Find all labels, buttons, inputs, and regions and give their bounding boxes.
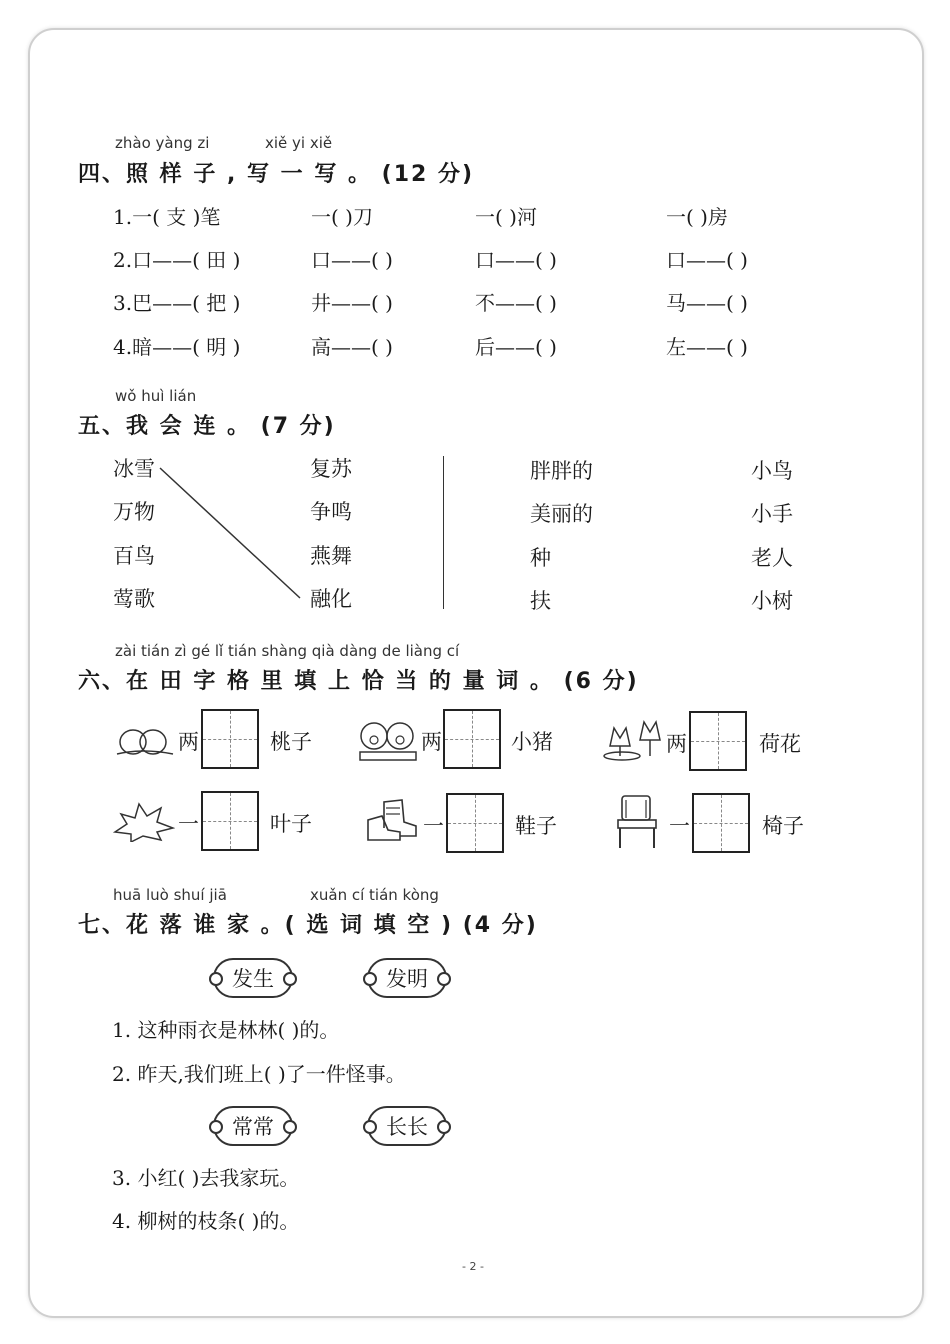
section6-score: (6 分): [563, 669, 639, 694]
s6-item5-noun: 鞋子: [515, 814, 557, 838]
section5-title-text: 五、我 会 连 。: [78, 414, 251, 439]
s6-item4-prefix: 一: [178, 812, 199, 836]
s5-col4-item[interactable]: 小鸟: [751, 459, 793, 483]
s4-row4-col3: 后——( ): [475, 335, 557, 359]
s6-item5-prefix: 一: [423, 814, 444, 838]
pig-icon: [356, 714, 420, 764]
section7-pinyin-a: huā luò shuí jiā: [113, 886, 227, 904]
section7-score: (4 分): [462, 913, 538, 938]
s4-row1-col3: 一( )河: [475, 205, 537, 229]
section6-title: [78, 664, 639, 695]
section4-score: (12 分): [381, 162, 475, 187]
s6-item3-noun: 荷花: [759, 732, 801, 756]
s5-col4-item[interactable]: 老人: [751, 546, 793, 570]
peach-icon: [113, 722, 177, 758]
word-cloud[interactable]: 发明: [367, 958, 447, 998]
s4-row2-col1: 2.口——( 田 ): [113, 248, 241, 272]
section5-title: [78, 409, 336, 440]
s6-item2-noun: 小猪: [511, 730, 553, 754]
section7-title: [78, 908, 538, 939]
s6-item4-noun: 叶子: [270, 812, 312, 836]
s4-row2-col4: 口——( ): [666, 248, 748, 272]
s4-row3-col4: 马——( ): [666, 291, 748, 315]
section7-title-text: 七、花 落 谁 家 。( 选 词 填 空 ): [78, 913, 454, 938]
s5-col3-item[interactable]: 胖胖的: [530, 459, 593, 483]
s4-row1-col1: 1.一( 支 )笔: [113, 205, 221, 229]
s5-col2-item[interactable]: 燕舞: [310, 544, 352, 568]
s6-item2-prefix: 两: [421, 730, 442, 754]
section6-pinyin: zài tián zì gé lǐ tián shàng qià dàng de liàng cí: [115, 642, 460, 660]
s6-item2-grid[interactable]: [443, 709, 501, 769]
s5-col1-item[interactable]: 莺歌: [113, 587, 155, 611]
section4-pinyin-b: xiě yi xiě: [265, 134, 333, 152]
s4-row4-col1: 4.暗——( 明 ): [113, 335, 241, 359]
section7-pinyin-b: xuǎn cí tián kòng: [310, 886, 439, 904]
section5-pinyin: wǒ huì lián: [115, 387, 197, 405]
s6-item6-noun: 椅子: [762, 814, 804, 838]
shoe-icon: [360, 796, 420, 848]
s4-row1-col4: 一( )房: [666, 205, 728, 229]
section4-title: [78, 157, 474, 188]
example-connect-line: [150, 460, 310, 605]
s6-item1-noun: 桃子: [270, 730, 312, 754]
s6-item5-grid[interactable]: [446, 793, 504, 853]
s6-item3-prefix: 两: [666, 732, 687, 756]
s5-col4-item[interactable]: 小手: [751, 502, 793, 526]
s5-col4-item[interactable]: 小树: [751, 589, 793, 613]
s5-col2-item[interactable]: 融化: [310, 587, 352, 611]
s6-item1-grid[interactable]: [201, 709, 259, 769]
s4-row3-col2: 井——( ): [311, 291, 393, 315]
s4-row3-col1: 3.巴——( 把 ): [113, 291, 241, 315]
s5-col1-item[interactable]: 冰雪: [113, 457, 155, 481]
s5-col1-item[interactable]: 百鸟: [113, 544, 155, 568]
s5-col2-item[interactable]: 复苏: [310, 457, 352, 481]
s7-sentence: 2. 昨天,我们班上( )了一件怪事。: [112, 1062, 406, 1086]
s7-sentence: 4. 柳树的枝条( )的。: [112, 1209, 300, 1233]
s4-row2-col3: 口——( ): [475, 248, 557, 272]
word-cloud[interactable]: 长长: [367, 1106, 447, 1146]
lotus-icon: [600, 716, 666, 762]
s6-item1-prefix: 两: [178, 730, 199, 754]
section5-score: (7 分): [260, 414, 336, 439]
chair-icon: [612, 792, 662, 852]
word-cloud[interactable]: 发生: [213, 958, 293, 998]
s6-item3-grid[interactable]: [689, 711, 747, 771]
s7-sentence: 1. 这种雨衣是林林( )的。: [112, 1018, 340, 1042]
section4-title-text: 四、照 样 子 , 写 一 写 。: [78, 162, 372, 187]
s5-col3-item[interactable]: 种: [530, 546, 551, 570]
s4-row3-col3: 不——( ): [475, 291, 557, 315]
s5-col2-item[interactable]: 争鸣: [310, 500, 352, 524]
leaf-icon: [113, 802, 175, 842]
s5-col1-item[interactable]: 万物: [113, 500, 155, 524]
s5-col3-item[interactable]: 美丽的: [530, 502, 593, 526]
section6-title-text: 六、在 田 字 格 里 填 上 恰 当 的 量 词 。: [78, 669, 554, 694]
section4-pinyin-a: zhào yàng zi: [115, 134, 210, 152]
section5-divider: [443, 456, 444, 609]
s6-item4-grid[interactable]: [201, 791, 259, 851]
s4-row2-col2: 口——( ): [311, 248, 393, 272]
s6-item6-grid[interactable]: [692, 793, 750, 853]
s7-sentence: 3. 小红( )去我家玩。: [112, 1166, 300, 1190]
s5-col3-item[interactable]: 扶: [530, 589, 551, 613]
page-number: - 2 -: [462, 1260, 484, 1273]
word-cloud[interactable]: 常常: [213, 1106, 293, 1146]
s4-row4-col2: 高——( ): [311, 335, 393, 359]
s6-item6-prefix: 一: [669, 814, 690, 838]
s4-row1-col2: 一( )刀: [311, 205, 373, 229]
s4-row4-col4: 左——( ): [666, 335, 748, 359]
